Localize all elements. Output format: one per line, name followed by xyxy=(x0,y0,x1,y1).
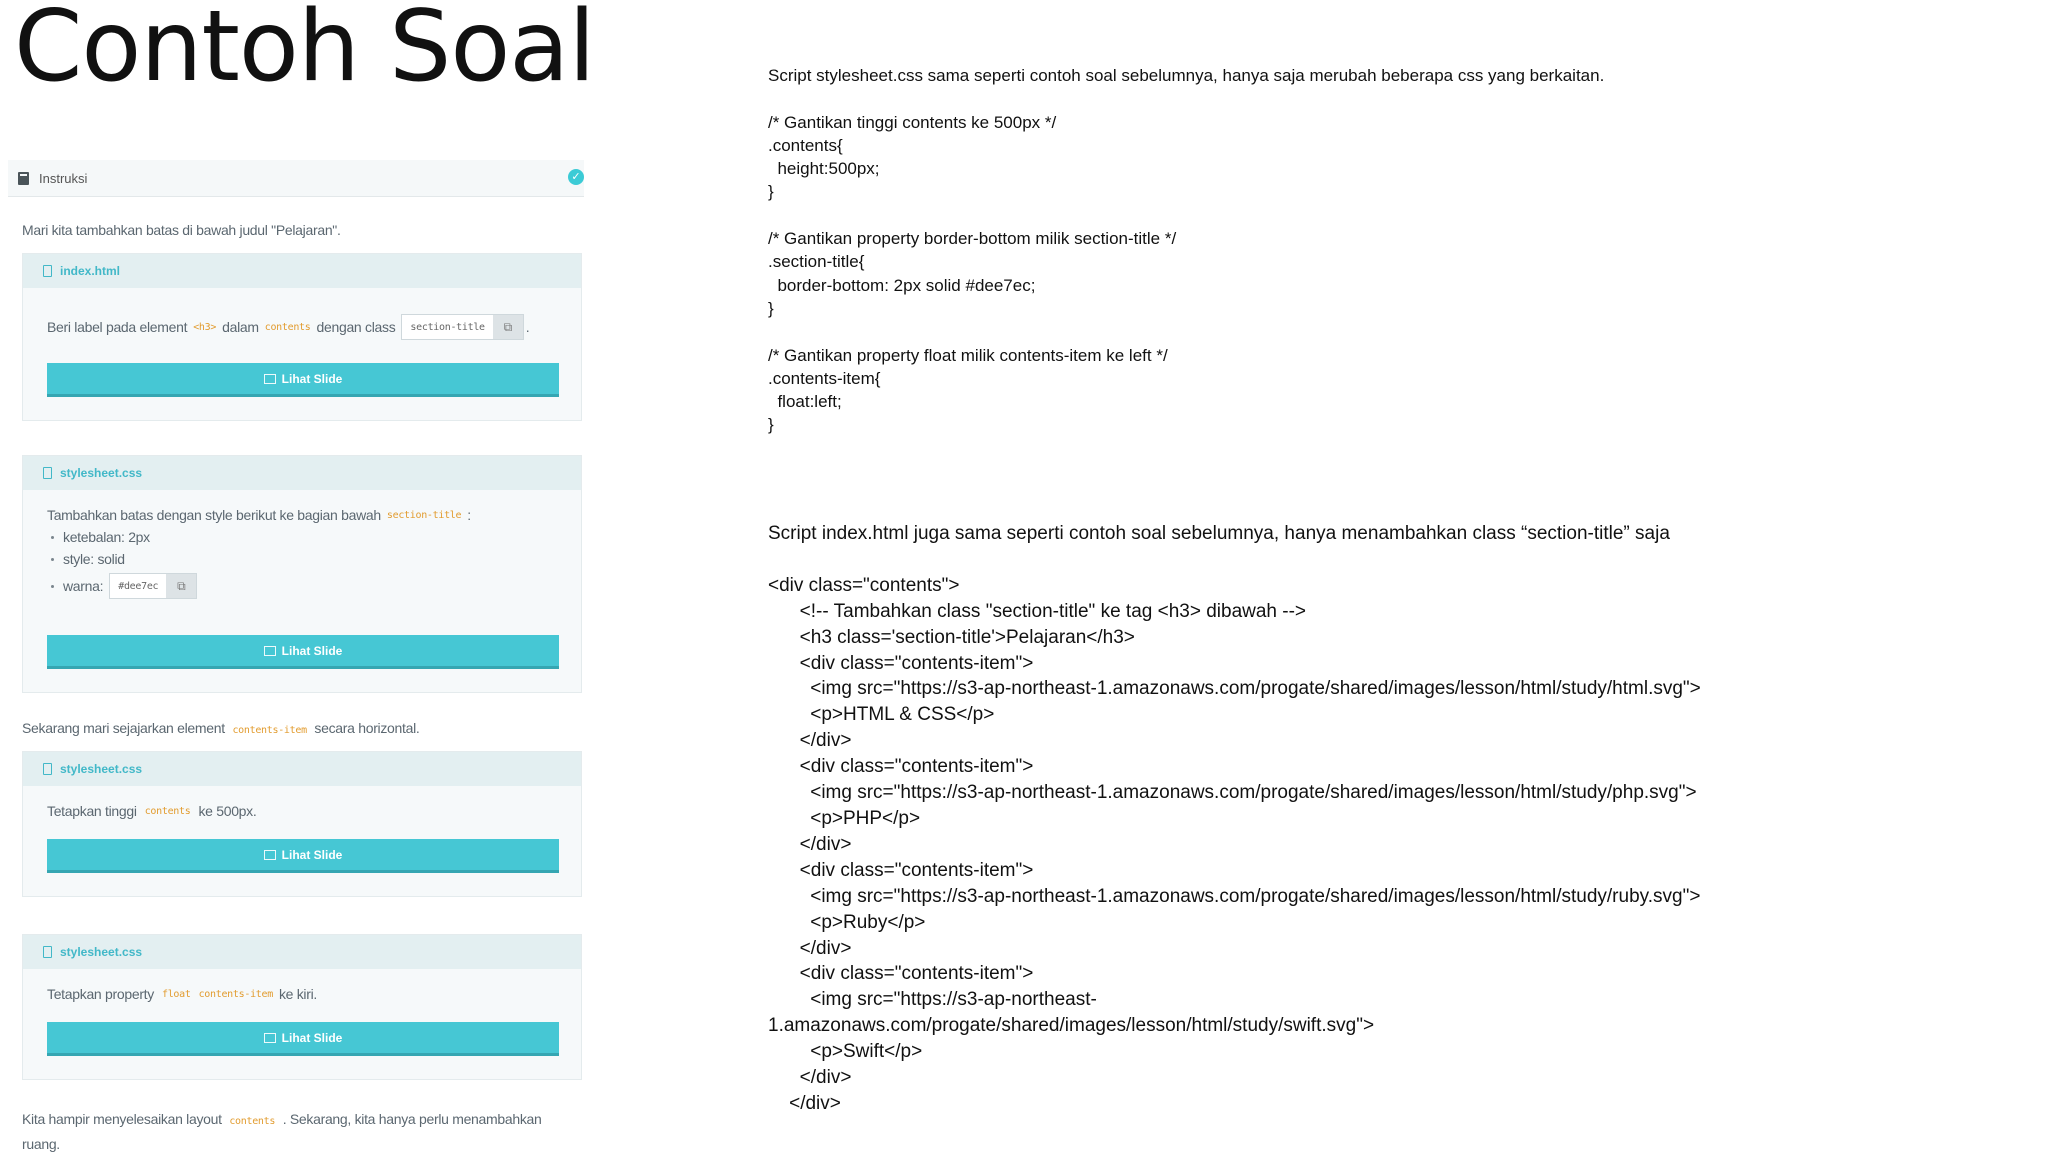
task-text: ke kiri. xyxy=(278,986,318,1002)
intro-text: Mari kita tambahkan batas di bawah judul "Pelajaran". xyxy=(22,222,341,238)
bottom-text-part: . Sekarang, kita hanya perlu menambahkan xyxy=(282,1111,542,1127)
bullet-item xyxy=(51,529,557,545)
bullet-item xyxy=(51,573,557,599)
view-slide-label: Lihat Slide xyxy=(281,643,343,658)
slide-icon xyxy=(264,850,276,860)
card-header xyxy=(23,752,581,786)
bullet-text: warna: xyxy=(63,578,104,594)
task-line xyxy=(47,986,557,1002)
inline-code: float xyxy=(161,988,191,1000)
inline-code: contents xyxy=(229,1116,276,1127)
instruction-header[interactable] xyxy=(8,160,584,197)
view-slide-label: Lihat Slide xyxy=(281,1030,343,1045)
slide-icon xyxy=(264,374,276,384)
file-icon xyxy=(43,265,52,277)
view-slide-button[interactable] xyxy=(47,839,559,873)
task-text: : xyxy=(467,507,471,523)
task-text: dengan class xyxy=(316,319,396,335)
file-icon xyxy=(43,763,52,775)
inline-code: contents xyxy=(264,321,311,333)
mid-text-part: Sekarang mari sejajarkan element xyxy=(22,720,225,736)
card-header xyxy=(23,456,581,490)
file-icon xyxy=(43,467,52,479)
bullet-text: ketebalan: 2px xyxy=(63,529,150,545)
task-line xyxy=(47,314,557,340)
inline-code: contents xyxy=(144,805,191,817)
task-line xyxy=(47,507,557,523)
task-card-stylesheet-height xyxy=(22,751,582,897)
bullet-item xyxy=(51,551,557,567)
view-slide-button[interactable] xyxy=(47,1022,559,1056)
task-card-stylesheet-float xyxy=(22,934,582,1080)
card-header xyxy=(23,935,581,969)
card-file-name: index.html xyxy=(60,264,121,278)
bottom-text-part: Kita hampir menyelesaikan layout xyxy=(22,1111,222,1127)
inline-code: <h3> xyxy=(193,321,217,333)
bullet-text: style: solid xyxy=(63,551,125,567)
task-text: Tetapkan tinggi xyxy=(47,803,137,819)
copy-field[interactable] xyxy=(109,573,197,599)
copy-field[interactable] xyxy=(401,314,523,340)
view-slide-button[interactable] xyxy=(47,635,559,669)
slide-icon xyxy=(264,1033,276,1043)
lesson-instructions-screenshot xyxy=(8,160,584,1152)
task-text: . xyxy=(525,319,530,335)
task-text: Beri label pada element xyxy=(47,319,188,335)
book-icon xyxy=(18,172,29,185)
mid-text xyxy=(22,720,420,736)
instruction-header-label: Instruksi xyxy=(39,170,88,186)
copy-icon[interactable]: ⧉ xyxy=(166,574,196,598)
task-line xyxy=(47,803,557,819)
view-slide-label: Lihat Slide xyxy=(281,371,343,386)
slide-icon xyxy=(264,646,276,656)
card-file-name: stylesheet.css xyxy=(60,762,143,776)
inline-code: contents-item xyxy=(198,988,273,1000)
task-text: Tambahkan batas dengan style berikut ke bagian bawah xyxy=(47,507,381,523)
card-header xyxy=(23,254,581,288)
view-slide-button[interactable] xyxy=(47,363,559,397)
task-text: dalam xyxy=(222,319,259,335)
task-text: ke 500px. xyxy=(198,803,257,819)
mid-text-part: secara horizontal. xyxy=(314,720,420,736)
view-slide-label: Lihat Slide xyxy=(281,847,343,862)
inline-code: section-title xyxy=(386,509,462,521)
task-card-stylesheet-border xyxy=(22,455,582,693)
html-explanation: Script index.html juga sama seperti contoh soal sebelumnya, hanya menambahkan class “section-title” saja <div class="contents"> <!-- Tambahkan class "section-title" ke tag <h3> dibawah --> <h3 class='section-title'>Pelajaran</h3> <div class="contents-item"> <img src="https://s3-ap-northeast-1.amazonaws.com/progate/shared/images/lesson/html/study/html.svg"> <p>HTML & CSS</p> </div> <div class="contents-item"> <img src="https://s3-ap-northeast-1.amazonaws.com/progate/shared/images/lesson/html/study/php.svg"> <p>PHP</p> </div> <div class="contents-item"> <img src="https://s3-ap-northeast-1.amazonaws.com/progate/shared/images/lesson/html/study/ruby.svg"> <p>Ruby</p> </div> <div class="contents-item"> <img src="https://s3-ap-northeast- 1.amazonaws.com/progate/shared/images/lesson/html/study/swift.svg"> <p>Swift</p> </div> </div> xyxy=(768,523,1701,1114)
css-explanation: Script stylesheet.css sama seperti contoh soal sebelumnya, hanya saja merubah beberapa css yang berkaitan. /* Gantikan tinggi contents ke 500px */ .contents{ height:500px; } /* Gantikan property border-bottom milik section-title */ .section-title{ border-bottom: 2px solid #dee7ec; } /* Gantikan property float milik contents-item ke left */ .contents-item{ float:left; } xyxy=(768,66,1605,435)
file-icon xyxy=(43,946,52,958)
bottom-text-part: ruang. xyxy=(22,1136,60,1152)
task-text: Tetapkan property xyxy=(47,986,154,1002)
bottom-text xyxy=(22,1108,582,1155)
task-card-index-html xyxy=(22,253,582,421)
card-file-name: stylesheet.css xyxy=(60,466,143,480)
copy-icon[interactable]: ⧉ xyxy=(493,315,523,339)
slide-title: Contoh Soal xyxy=(14,0,595,104)
inline-code: contents-item xyxy=(232,725,307,736)
copy-field-value: section-title xyxy=(410,321,485,333)
check-icon: ✓ xyxy=(568,169,584,185)
copy-field-value: #dee7ec xyxy=(118,580,159,592)
card-file-name: stylesheet.css xyxy=(60,945,143,959)
